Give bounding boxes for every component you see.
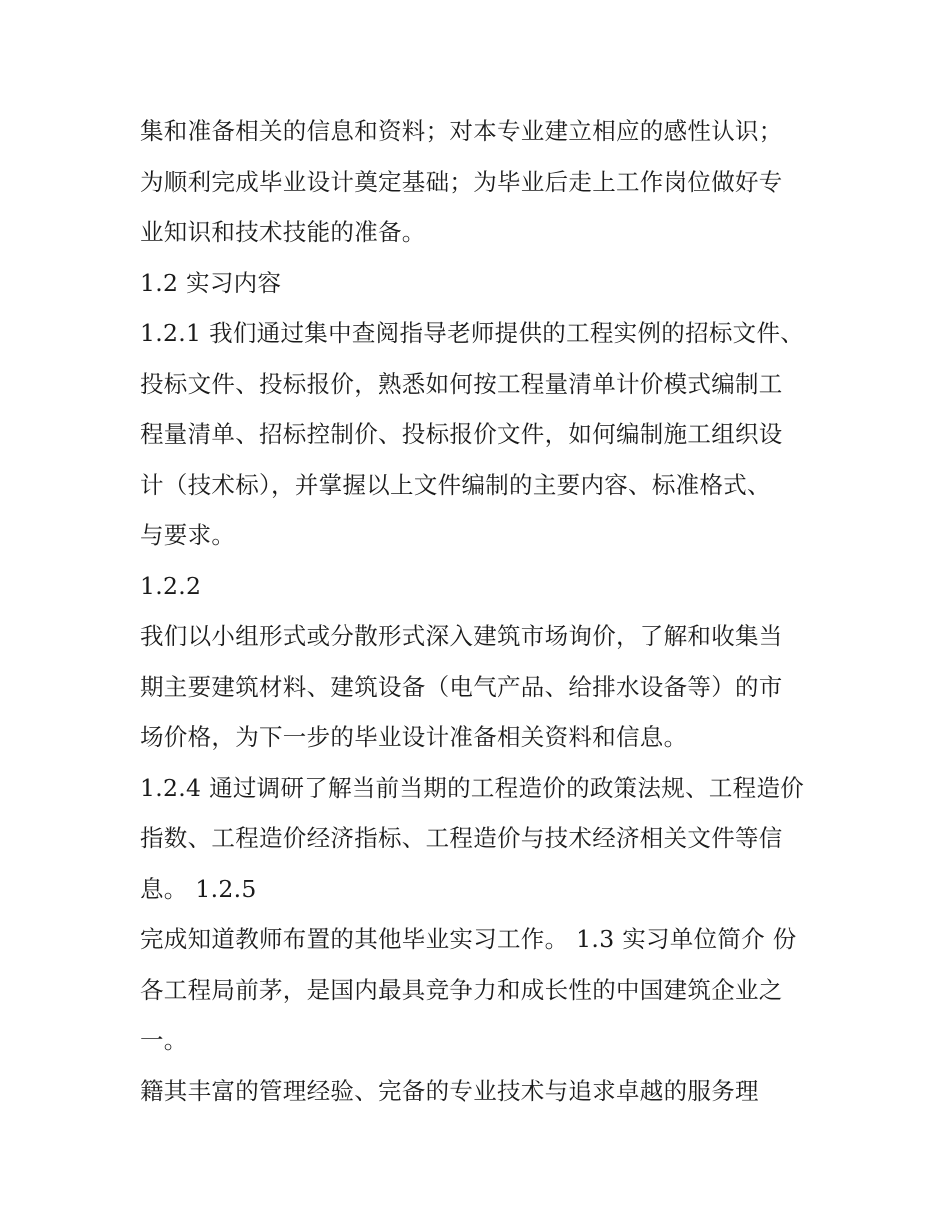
text-line: 完成知道教师布置的其他毕业实习工作。 1.3 实习单位简介 份 <box>140 925 797 953</box>
text-line: 期主要建筑材料、建筑设备（电气产品、给排水设备等）的市 <box>140 672 783 701</box>
text-line: 各工程局前茅，是国内最具竞争力和成长性的中国建筑企业之 <box>140 975 783 1004</box>
text-line: 一。 <box>140 1026 188 1054</box>
text-line: 与要求。 <box>140 521 236 549</box>
text-line: 集和准备相关的信息和资料；对本专业建立相应的感性认识； <box>140 117 783 145</box>
text-line: 为顺利完成毕业设计奠定基础；为毕业后走上工作岗位做好专 <box>140 167 783 196</box>
subsection-number: 1.2.2 <box>140 571 202 600</box>
text-line: 籍其丰富的管理经验、完备的专业技术与追求卓越的服务理 <box>140 1076 759 1105</box>
text-line: 计（技术标），并掌握以上文件编制的主要内容、标准格式、 <box>140 470 771 499</box>
text-line: 业知识和技术技能的准备。 <box>140 218 426 246</box>
section-heading: 1.2 实习内容 <box>140 268 282 297</box>
text-line: 1.2.1 我们通过集中查阅指导老师提供的工程实例的招标文件、 <box>140 319 805 347</box>
text-line: 我们以小组形式或分散形式深入建筑市场询价，了解和收集当 <box>140 622 783 650</box>
text-line: 程量清单、招标控制价、投标报价文件，如何编制施工组织设 <box>140 420 783 448</box>
text-line: 投标文件、投标报价，熟悉如何按工程量清单计价模式编制工 <box>140 369 783 398</box>
body-text <box>140 106 820 1116</box>
text-line: 1.2.4 通过调研了解当前当期的工程造价的政策法规、工程造价 <box>140 773 805 802</box>
text-line: 指数、工程造价经济指标、工程造价与技术经济相关文件等信 <box>140 824 783 852</box>
text-line: 场价格，为下一步的毕业设计准备相关资料和信息。 <box>140 723 688 751</box>
text-line: 息。 1.2.5 <box>140 874 257 903</box>
